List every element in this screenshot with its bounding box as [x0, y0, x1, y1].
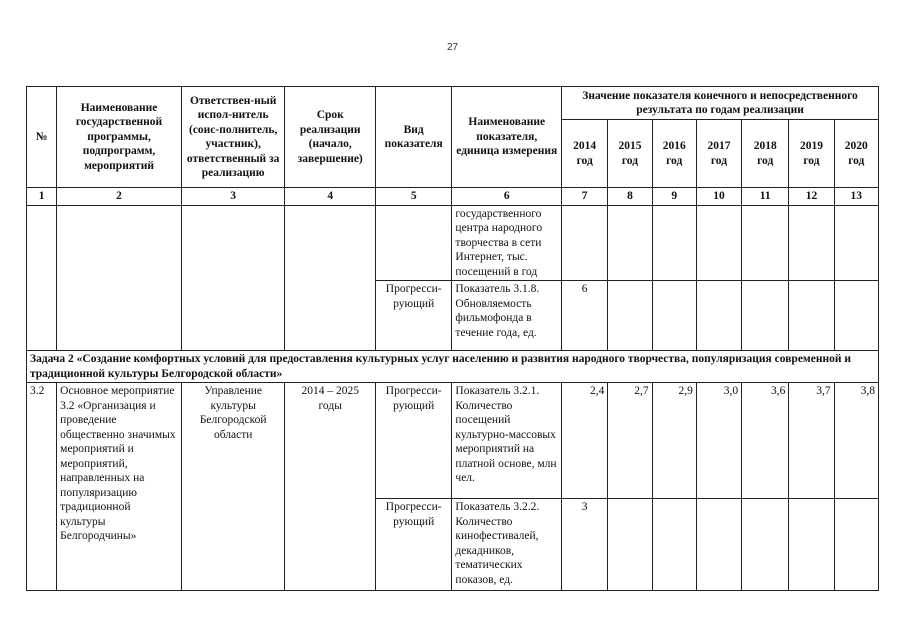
column-number: 5 — [375, 188, 451, 206]
header-program-name: Наименование государственной программы, подпрограмм, мероприятий — [57, 87, 182, 188]
value-2014: 3 — [562, 499, 608, 591]
column-number: 4 — [285, 188, 376, 206]
value-2017: 3,0 — [696, 383, 741, 499]
column-number: 7 — [562, 188, 608, 206]
column-number: 1 — [27, 188, 57, 206]
value-2018: 3,6 — [742, 383, 789, 499]
responsible-cell: Управление культуры Белгородской области — [181, 383, 285, 591]
table-row — [27, 383, 879, 499]
header-year: 2018 год — [742, 120, 789, 188]
indicator-name-cell: Показатель 3.2.2. Количество кинофестивалей, декадников, тематических показов, ед. — [452, 499, 562, 591]
indicator-type-cell: Прогресси-рующий — [375, 499, 451, 591]
header-indicator-type: Вид показателя — [375, 87, 451, 188]
table-row — [27, 205, 879, 281]
value-2019: 3,7 — [789, 383, 834, 499]
header-responsible: Ответствен-ный испол-нитель (соис-полнитель, участник), ответственный за реализацию — [181, 87, 285, 188]
column-number: 13 — [834, 188, 878, 206]
indicator-type-cell: Прогресси-рующий — [375, 281, 451, 351]
row-number: 3.2 — [27, 383, 57, 591]
header-values-group: Значение показателя конечного и непосредственного результата по годам реализации — [562, 87, 879, 120]
activity-name: Основное мероприятие 3.2 «Организация и проведение общественно значимых мероприятий и мероприятий, направленных на популяризацию традиционной культуры Белгородчины» — [57, 383, 182, 591]
task-row — [27, 351, 879, 383]
header-year: 2017 год — [696, 120, 741, 188]
header-year: 2020 год — [834, 120, 878, 188]
indicator-continuation: государственного центра народного творчества в сети Интернет, тыс. посещений в год — [452, 205, 562, 281]
column-number: 8 — [608, 188, 652, 206]
indicator-table — [26, 86, 879, 591]
column-number: 2 — [57, 188, 182, 206]
value-2015: 2,7 — [608, 383, 652, 499]
column-number: 6 — [452, 188, 562, 206]
header-period: Срок реализации (начало, завершение) — [285, 87, 376, 188]
column-number: 10 — [696, 188, 741, 206]
header-year: 2015 год — [608, 120, 652, 188]
header-year: 2014 год — [562, 120, 608, 188]
value-2020: 3,8 — [834, 383, 878, 499]
column-number: 12 — [789, 188, 834, 206]
column-number: 3 — [181, 188, 285, 206]
indicator-type-cell: Прогресси-рующий — [375, 383, 451, 499]
page-number: 27 — [446, 42, 459, 53]
indicator-name-cell: Показатель 3.2.1. Количество посещений культурно-массовых мероприятий на платной основе, млн чел. — [452, 383, 562, 499]
task-heading: Задача 2 «Создание комфортных условий для предоставления культурных услуг населению и развития народного творчества, популяризация современной и традиционной культуры Белгородской области» — [27, 351, 879, 383]
header-year: 2019 год — [789, 120, 834, 188]
value-2014: 2,4 — [562, 383, 608, 499]
column-number: 9 — [652, 188, 696, 206]
indicator-name-cell: Показатель 3.1.8. Обновляемость фильмофонда в течение года, ед. — [452, 281, 562, 351]
header-indicator-name: Наименование показателя, единица измерения — [452, 87, 562, 188]
column-number: 11 — [742, 188, 789, 206]
value-2014: 6 — [562, 281, 608, 351]
value-2016: 2,9 — [652, 383, 696, 499]
period-cell: 2014 – 2025 годы — [285, 383, 376, 591]
header-no: № — [27, 87, 57, 188]
header-year: 2016 год — [652, 120, 696, 188]
